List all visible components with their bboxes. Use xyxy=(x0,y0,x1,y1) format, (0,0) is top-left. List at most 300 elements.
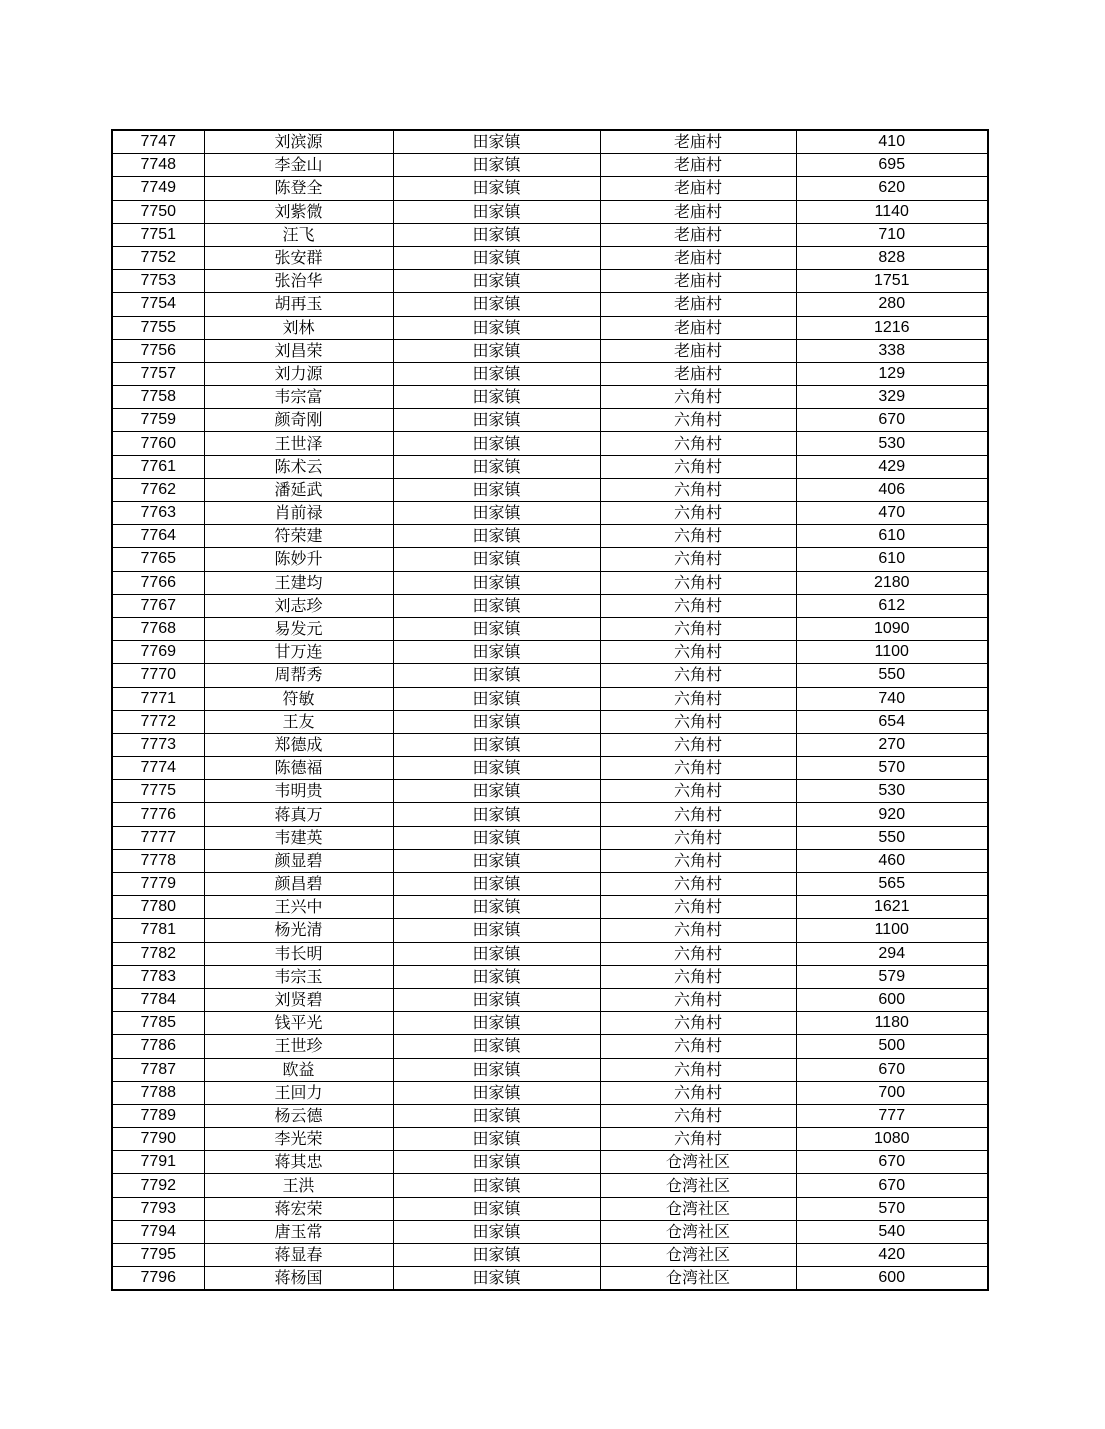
amount-cell: 610 xyxy=(796,548,988,571)
amount-cell: 540 xyxy=(796,1220,988,1243)
town-cell: 田家镇 xyxy=(393,1128,600,1151)
name-cell: 王回力 xyxy=(204,1081,393,1104)
table-row xyxy=(112,154,988,177)
village-cell: 六角村 xyxy=(600,1104,796,1127)
amount-cell: 920 xyxy=(796,803,988,826)
table-row xyxy=(112,1035,988,1058)
name-cell: 韦明贵 xyxy=(204,780,393,803)
amount-cell: 565 xyxy=(796,873,988,896)
table-row xyxy=(112,1151,988,1174)
village-cell: 六角村 xyxy=(600,919,796,942)
table-row xyxy=(112,896,988,919)
village-cell: 仓湾社区 xyxy=(600,1244,796,1267)
id-cell: 7775 xyxy=(112,780,204,803)
village-cell: 六角村 xyxy=(600,664,796,687)
village-cell: 老庙村 xyxy=(600,339,796,362)
town-cell: 田家镇 xyxy=(393,664,600,687)
table-row xyxy=(112,548,988,571)
village-cell: 六角村 xyxy=(600,803,796,826)
name-cell: 蒋真万 xyxy=(204,803,393,826)
name-cell: 刘紫微 xyxy=(204,200,393,223)
name-cell: 陈德福 xyxy=(204,757,393,780)
amount-cell: 410 xyxy=(796,130,988,154)
name-cell: 颜奇刚 xyxy=(204,409,393,432)
table-row xyxy=(112,826,988,849)
id-cell: 7777 xyxy=(112,826,204,849)
id-cell: 7755 xyxy=(112,316,204,339)
town-cell: 田家镇 xyxy=(393,386,600,409)
name-cell: 刘力源 xyxy=(204,362,393,385)
name-cell: 李光荣 xyxy=(204,1128,393,1151)
id-cell: 7779 xyxy=(112,873,204,896)
id-cell: 7785 xyxy=(112,1012,204,1035)
village-cell: 仓湾社区 xyxy=(600,1197,796,1220)
village-cell: 老庙村 xyxy=(600,154,796,177)
village-cell: 六角村 xyxy=(600,965,796,988)
table-row xyxy=(112,455,988,478)
amount-cell: 700 xyxy=(796,1081,988,1104)
town-cell: 田家镇 xyxy=(393,1035,600,1058)
name-cell: 王洪 xyxy=(204,1174,393,1197)
id-cell: 7763 xyxy=(112,502,204,525)
table-row xyxy=(112,525,988,548)
town-cell: 田家镇 xyxy=(393,432,600,455)
table-row xyxy=(112,594,988,617)
id-cell: 7782 xyxy=(112,942,204,965)
village-cell: 六角村 xyxy=(600,896,796,919)
village-cell: 仓湾社区 xyxy=(600,1174,796,1197)
table-row xyxy=(112,1220,988,1243)
village-cell: 老庙村 xyxy=(600,362,796,385)
table-row xyxy=(112,873,988,896)
village-cell: 老庙村 xyxy=(600,316,796,339)
table-row xyxy=(112,223,988,246)
name-cell: 蒋其忠 xyxy=(204,1151,393,1174)
amount-cell: 828 xyxy=(796,246,988,269)
amount-cell: 1140 xyxy=(796,200,988,223)
table-row xyxy=(112,270,988,293)
amount-cell: 550 xyxy=(796,826,988,849)
name-cell: 郑德成 xyxy=(204,733,393,756)
town-cell: 田家镇 xyxy=(393,339,600,362)
table-row xyxy=(112,478,988,501)
town-cell: 田家镇 xyxy=(393,1197,600,1220)
data-table xyxy=(111,129,989,1291)
id-cell: 7768 xyxy=(112,617,204,640)
table-row xyxy=(112,1104,988,1127)
table-row xyxy=(112,432,988,455)
name-cell: 颜昌碧 xyxy=(204,873,393,896)
town-cell: 田家镇 xyxy=(393,873,600,896)
village-cell: 老庙村 xyxy=(600,246,796,269)
amount-cell: 1180 xyxy=(796,1012,988,1035)
table-row xyxy=(112,200,988,223)
name-cell: 张治华 xyxy=(204,270,393,293)
name-cell: 陈妙升 xyxy=(204,548,393,571)
town-cell: 田家镇 xyxy=(393,733,600,756)
village-cell: 六角村 xyxy=(600,1012,796,1035)
village-cell: 六角村 xyxy=(600,942,796,965)
town-cell: 田家镇 xyxy=(393,687,600,710)
name-cell: 蒋显春 xyxy=(204,1244,393,1267)
table-row xyxy=(112,1081,988,1104)
amount-cell: 550 xyxy=(796,664,988,687)
amount-cell: 570 xyxy=(796,757,988,780)
name-cell: 刘昌荣 xyxy=(204,339,393,362)
id-cell: 7751 xyxy=(112,223,204,246)
village-cell: 老庙村 xyxy=(600,200,796,223)
table-row xyxy=(112,942,988,965)
id-cell: 7769 xyxy=(112,641,204,664)
table-row xyxy=(112,780,988,803)
id-cell: 7780 xyxy=(112,896,204,919)
name-cell: 韦宗玉 xyxy=(204,965,393,988)
id-cell: 7774 xyxy=(112,757,204,780)
id-cell: 7749 xyxy=(112,177,204,200)
id-cell: 7770 xyxy=(112,664,204,687)
id-cell: 7790 xyxy=(112,1128,204,1151)
village-cell: 六角村 xyxy=(600,988,796,1011)
table-row xyxy=(112,1244,988,1267)
town-cell: 田家镇 xyxy=(393,270,600,293)
amount-cell: 129 xyxy=(796,362,988,385)
name-cell: 陈术云 xyxy=(204,455,393,478)
town-cell: 田家镇 xyxy=(393,617,600,640)
town-cell: 田家镇 xyxy=(393,1012,600,1035)
name-cell: 杨光清 xyxy=(204,919,393,942)
name-cell: 刘志珍 xyxy=(204,594,393,617)
name-cell: 颜显碧 xyxy=(204,849,393,872)
name-cell: 陈登全 xyxy=(204,177,393,200)
village-cell: 六角村 xyxy=(600,1081,796,1104)
table-row xyxy=(112,1174,988,1197)
id-cell: 7794 xyxy=(112,1220,204,1243)
table-row xyxy=(112,617,988,640)
table-row xyxy=(112,664,988,687)
id-cell: 7747 xyxy=(112,130,204,154)
amount-cell: 270 xyxy=(796,733,988,756)
amount-cell: 612 xyxy=(796,594,988,617)
name-cell: 甘万连 xyxy=(204,641,393,664)
amount-cell: 670 xyxy=(796,1058,988,1081)
village-cell: 六角村 xyxy=(600,525,796,548)
id-cell: 7778 xyxy=(112,849,204,872)
village-cell: 六角村 xyxy=(600,502,796,525)
id-cell: 7786 xyxy=(112,1035,204,1058)
table-row xyxy=(112,1058,988,1081)
town-cell: 田家镇 xyxy=(393,965,600,988)
village-cell: 六角村 xyxy=(600,641,796,664)
village-cell: 仓湾社区 xyxy=(600,1151,796,1174)
table-row xyxy=(112,293,988,316)
amount-cell: 1751 xyxy=(796,270,988,293)
town-cell: 田家镇 xyxy=(393,757,600,780)
village-cell: 六角村 xyxy=(600,849,796,872)
amount-cell: 670 xyxy=(796,409,988,432)
id-cell: 7791 xyxy=(112,1151,204,1174)
town-cell: 田家镇 xyxy=(393,1151,600,1174)
village-cell: 六角村 xyxy=(600,571,796,594)
name-cell: 胡再玉 xyxy=(204,293,393,316)
amount-cell: 280 xyxy=(796,293,988,316)
amount-cell: 777 xyxy=(796,1104,988,1127)
table-row xyxy=(112,710,988,733)
town-cell: 田家镇 xyxy=(393,154,600,177)
name-cell: 肖前禄 xyxy=(204,502,393,525)
name-cell: 符荣建 xyxy=(204,525,393,548)
village-cell: 老庙村 xyxy=(600,293,796,316)
town-cell: 田家镇 xyxy=(393,1267,600,1291)
village-cell: 六角村 xyxy=(600,478,796,501)
town-cell: 田家镇 xyxy=(393,571,600,594)
id-cell: 7765 xyxy=(112,548,204,571)
id-cell: 7756 xyxy=(112,339,204,362)
town-cell: 田家镇 xyxy=(393,641,600,664)
id-cell: 7753 xyxy=(112,270,204,293)
amount-cell: 740 xyxy=(796,687,988,710)
town-cell: 田家镇 xyxy=(393,803,600,826)
amount-cell: 1621 xyxy=(796,896,988,919)
amount-cell: 710 xyxy=(796,223,988,246)
table-row xyxy=(112,362,988,385)
amount-cell: 470 xyxy=(796,502,988,525)
id-cell: 7762 xyxy=(112,478,204,501)
name-cell: 符敏 xyxy=(204,687,393,710)
id-cell: 7784 xyxy=(112,988,204,1011)
town-cell: 田家镇 xyxy=(393,896,600,919)
amount-cell: 670 xyxy=(796,1151,988,1174)
town-cell: 田家镇 xyxy=(393,502,600,525)
id-cell: 7761 xyxy=(112,455,204,478)
town-cell: 田家镇 xyxy=(393,1081,600,1104)
id-cell: 7754 xyxy=(112,293,204,316)
name-cell: 韦宗富 xyxy=(204,386,393,409)
table-row xyxy=(112,1128,988,1151)
name-cell: 刘贤碧 xyxy=(204,988,393,1011)
town-cell: 田家镇 xyxy=(393,223,600,246)
id-cell: 7750 xyxy=(112,200,204,223)
village-cell: 仓湾社区 xyxy=(600,1267,796,1291)
id-cell: 7752 xyxy=(112,246,204,269)
amount-cell: 2180 xyxy=(796,571,988,594)
name-cell: 唐玉常 xyxy=(204,1220,393,1243)
town-cell: 田家镇 xyxy=(393,293,600,316)
amount-cell: 420 xyxy=(796,1244,988,1267)
town-cell: 田家镇 xyxy=(393,1104,600,1127)
village-cell: 六角村 xyxy=(600,455,796,478)
table-row xyxy=(112,339,988,362)
id-cell: 7788 xyxy=(112,1081,204,1104)
name-cell: 汪飞 xyxy=(204,223,393,246)
name-cell: 李金山 xyxy=(204,154,393,177)
village-cell: 六角村 xyxy=(600,594,796,617)
amount-cell: 294 xyxy=(796,942,988,965)
id-cell: 7759 xyxy=(112,409,204,432)
village-cell: 老庙村 xyxy=(600,130,796,154)
id-cell: 7773 xyxy=(112,733,204,756)
amount-cell: 600 xyxy=(796,1267,988,1291)
name-cell: 蒋杨国 xyxy=(204,1267,393,1291)
name-cell: 韦长明 xyxy=(204,942,393,965)
town-cell: 田家镇 xyxy=(393,316,600,339)
name-cell: 潘延武 xyxy=(204,478,393,501)
name-cell: 蒋宏荣 xyxy=(204,1197,393,1220)
amount-cell: 338 xyxy=(796,339,988,362)
village-cell: 六角村 xyxy=(600,617,796,640)
name-cell: 王兴中 xyxy=(204,896,393,919)
name-cell: 王世泽 xyxy=(204,432,393,455)
town-cell: 田家镇 xyxy=(393,1244,600,1267)
id-cell: 7795 xyxy=(112,1244,204,1267)
table-row xyxy=(112,803,988,826)
id-cell: 7758 xyxy=(112,386,204,409)
town-cell: 田家镇 xyxy=(393,942,600,965)
amount-cell: 406 xyxy=(796,478,988,501)
town-cell: 田家镇 xyxy=(393,710,600,733)
village-cell: 六角村 xyxy=(600,409,796,432)
name-cell: 易发元 xyxy=(204,617,393,640)
amount-cell: 610 xyxy=(796,525,988,548)
village-cell: 六角村 xyxy=(600,873,796,896)
id-cell: 7757 xyxy=(112,362,204,385)
amount-cell: 429 xyxy=(796,455,988,478)
table-row xyxy=(112,919,988,942)
id-cell: 7760 xyxy=(112,432,204,455)
amount-cell: 600 xyxy=(796,988,988,1011)
town-cell: 田家镇 xyxy=(393,988,600,1011)
amount-cell: 579 xyxy=(796,965,988,988)
table-row xyxy=(112,1267,988,1291)
table-row xyxy=(112,571,988,594)
id-cell: 7772 xyxy=(112,710,204,733)
village-cell: 六角村 xyxy=(600,432,796,455)
town-cell: 田家镇 xyxy=(393,826,600,849)
table-row xyxy=(112,316,988,339)
table-row xyxy=(112,130,988,154)
table-row xyxy=(112,849,988,872)
name-cell: 周帮秀 xyxy=(204,664,393,687)
id-cell: 7781 xyxy=(112,919,204,942)
table-row xyxy=(112,733,988,756)
village-cell: 老庙村 xyxy=(600,270,796,293)
amount-cell: 654 xyxy=(796,710,988,733)
village-cell: 六角村 xyxy=(600,386,796,409)
village-cell: 仓湾社区 xyxy=(600,1220,796,1243)
amount-cell: 1100 xyxy=(796,919,988,942)
amount-cell: 1090 xyxy=(796,617,988,640)
village-cell: 老庙村 xyxy=(600,223,796,246)
name-cell: 张安群 xyxy=(204,246,393,269)
town-cell: 田家镇 xyxy=(393,478,600,501)
id-cell: 7789 xyxy=(112,1104,204,1127)
town-cell: 田家镇 xyxy=(393,919,600,942)
table-row xyxy=(112,246,988,269)
amount-cell: 530 xyxy=(796,432,988,455)
table-row xyxy=(112,965,988,988)
table-row xyxy=(112,502,988,525)
table-row xyxy=(112,409,988,432)
name-cell: 刘林 xyxy=(204,316,393,339)
name-cell: 王建均 xyxy=(204,571,393,594)
village-cell: 六角村 xyxy=(600,780,796,803)
name-cell: 刘滨源 xyxy=(204,130,393,154)
town-cell: 田家镇 xyxy=(393,362,600,385)
table-row xyxy=(112,988,988,1011)
name-cell: 王友 xyxy=(204,710,393,733)
id-cell: 7792 xyxy=(112,1174,204,1197)
id-cell: 7787 xyxy=(112,1058,204,1081)
table-row xyxy=(112,1012,988,1035)
town-cell: 田家镇 xyxy=(393,780,600,803)
id-cell: 7766 xyxy=(112,571,204,594)
town-cell: 田家镇 xyxy=(393,130,600,154)
table-body xyxy=(112,130,988,1290)
table-row xyxy=(112,757,988,780)
amount-cell: 695 xyxy=(796,154,988,177)
village-cell: 六角村 xyxy=(600,1128,796,1151)
id-cell: 7748 xyxy=(112,154,204,177)
town-cell: 田家镇 xyxy=(393,246,600,269)
id-cell: 7771 xyxy=(112,687,204,710)
amount-cell: 500 xyxy=(796,1035,988,1058)
village-cell: 六角村 xyxy=(600,687,796,710)
name-cell: 欧益 xyxy=(204,1058,393,1081)
amount-cell: 1216 xyxy=(796,316,988,339)
village-cell: 六角村 xyxy=(600,548,796,571)
name-cell: 钱平光 xyxy=(204,1012,393,1035)
town-cell: 田家镇 xyxy=(393,177,600,200)
name-cell: 杨云德 xyxy=(204,1104,393,1127)
amount-cell: 670 xyxy=(796,1174,988,1197)
name-cell: 王世珍 xyxy=(204,1035,393,1058)
town-cell: 田家镇 xyxy=(393,200,600,223)
id-cell: 7767 xyxy=(112,594,204,617)
village-cell: 六角村 xyxy=(600,733,796,756)
table-row xyxy=(112,177,988,200)
table-row xyxy=(112,1197,988,1220)
amount-cell: 329 xyxy=(796,386,988,409)
id-cell: 7764 xyxy=(112,525,204,548)
name-cell: 韦建英 xyxy=(204,826,393,849)
amount-cell: 1080 xyxy=(796,1128,988,1151)
village-cell: 老庙村 xyxy=(600,177,796,200)
town-cell: 田家镇 xyxy=(393,409,600,432)
town-cell: 田家镇 xyxy=(393,455,600,478)
id-cell: 7793 xyxy=(112,1197,204,1220)
id-cell: 7783 xyxy=(112,965,204,988)
amount-cell: 570 xyxy=(796,1197,988,1220)
town-cell: 田家镇 xyxy=(393,594,600,617)
table-row xyxy=(112,687,988,710)
village-cell: 六角村 xyxy=(600,1035,796,1058)
town-cell: 田家镇 xyxy=(393,1058,600,1081)
id-cell: 7796 xyxy=(112,1267,204,1291)
village-cell: 六角村 xyxy=(600,1058,796,1081)
village-cell: 六角村 xyxy=(600,757,796,780)
town-cell: 田家镇 xyxy=(393,525,600,548)
town-cell: 田家镇 xyxy=(393,1220,600,1243)
table-row xyxy=(112,386,988,409)
town-cell: 田家镇 xyxy=(393,1174,600,1197)
id-cell: 7776 xyxy=(112,803,204,826)
amount-cell: 620 xyxy=(796,177,988,200)
amount-cell: 1100 xyxy=(796,641,988,664)
village-cell: 六角村 xyxy=(600,710,796,733)
amount-cell: 530 xyxy=(796,780,988,803)
village-cell: 六角村 xyxy=(600,826,796,849)
town-cell: 田家镇 xyxy=(393,849,600,872)
amount-cell: 460 xyxy=(796,849,988,872)
